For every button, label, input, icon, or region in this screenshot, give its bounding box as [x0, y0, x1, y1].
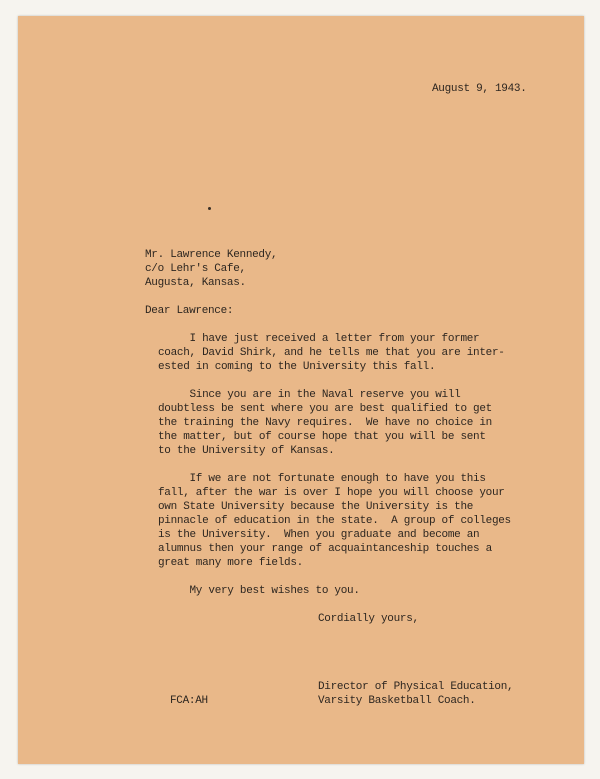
- salutation: Dear Lawrence:: [145, 305, 234, 317]
- body-line: coach, David Shirk, and he tells me that you are inter-: [158, 347, 505, 359]
- complimentary-close: Cordially yours,: [318, 613, 419, 625]
- letter-date: August 9, 1943.: [432, 83, 527, 95]
- body-line: alumnus then your range of acquaintanceship touches a: [158, 543, 492, 555]
- signature-title-line: Varsity Basketball Coach.: [318, 695, 476, 707]
- body-line: fall, after the war is over I hope you will choose your: [158, 487, 505, 499]
- signature-title-line: Director of Physical Education,: [318, 681, 514, 693]
- body-line: great many more fields.: [158, 557, 303, 569]
- body-line: ested in coming to the University this fall.: [158, 361, 436, 373]
- recipient-line: c/o Lehr's Cafe,: [145, 263, 246, 275]
- recipient-line: Mr. Lawrence Kennedy,: [145, 249, 278, 261]
- body-line: the matter, but of course hope that you will be sent: [158, 431, 486, 443]
- reference-initials: FCA:AH: [170, 695, 208, 707]
- body-line: If we are not fortunate enough to have you this: [158, 473, 486, 485]
- body-line: own State University because the University is the: [158, 501, 474, 513]
- best-wishes: My very best wishes to you.: [158, 585, 360, 597]
- body-line: is the University. When you graduate and become an: [158, 529, 480, 541]
- body-line: doubtless be sent where you are best qualified to get: [158, 403, 492, 415]
- body-line: the training the Navy requires. We have no choice in: [158, 417, 492, 429]
- body-line: I have just received a letter from your former: [158, 333, 480, 345]
- body-line: pinnacle of education in the state. A group of colleges: [158, 515, 511, 527]
- body-line: to the University of Kansas.: [158, 445, 335, 457]
- body-line: Since you are in the Naval reserve you will: [158, 389, 461, 401]
- recipient-line: Augusta, Kansas.: [145, 277, 246, 289]
- stray-mark: [208, 207, 211, 210]
